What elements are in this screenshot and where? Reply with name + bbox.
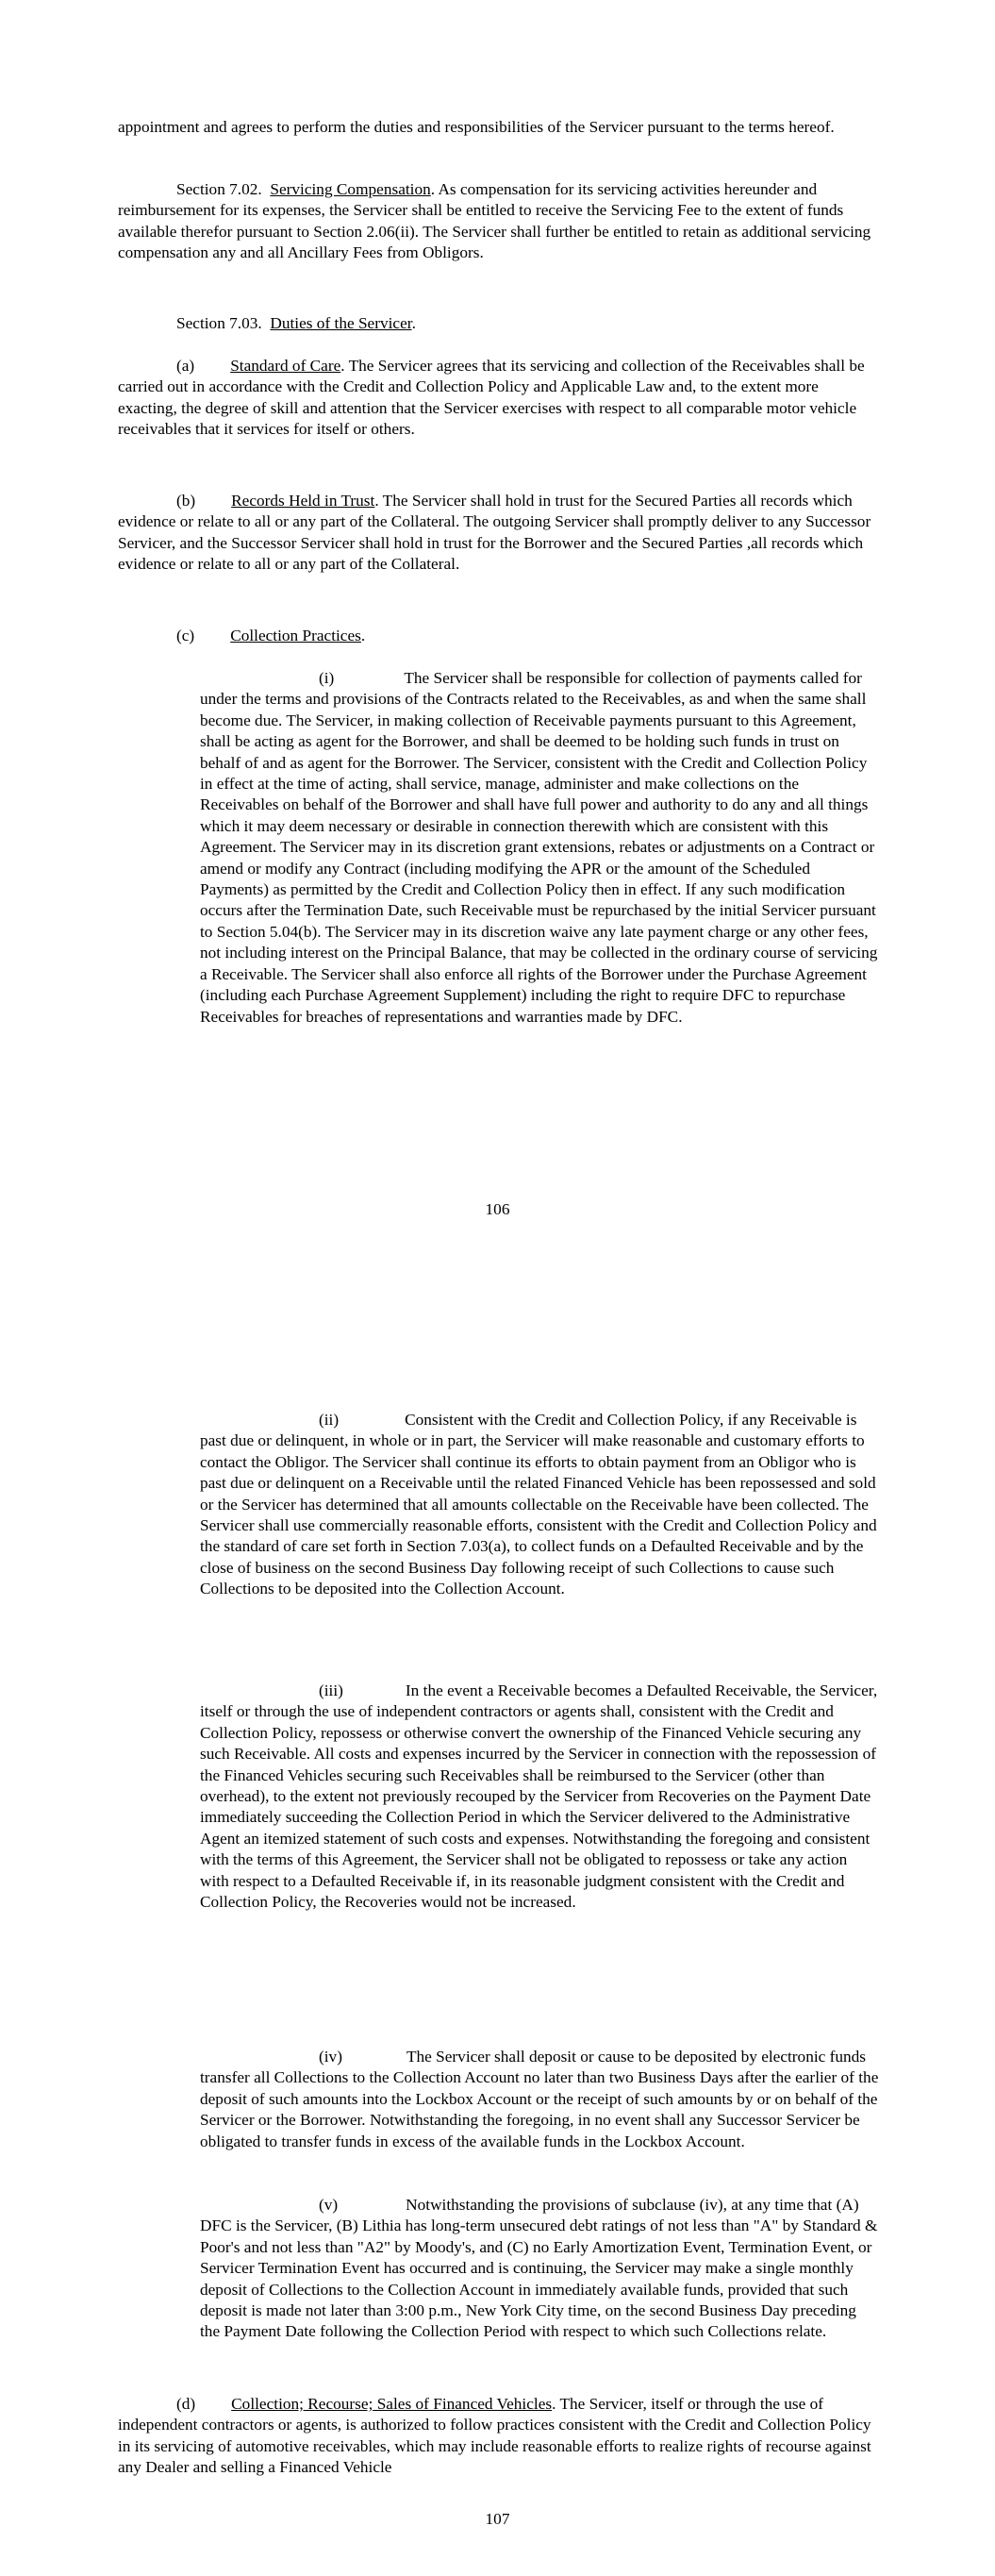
clause-heading: Records Held in Trust: [231, 492, 375, 510]
section-7-03-heading: Section 7.03. Duties of the Servicer.: [176, 314, 416, 332]
page-number-107: 107: [485, 2510, 510, 2528]
subclause-v-paragraph: (v) Notwithstanding the provisions of subclause (iv), at any time that (A) DFC is the Servicer, (B) Lithia has long-term unsecured debt ratings of not less than "A" by Standard & Poor's and not less than "A2" by Moody's, and (C) no Early Amortization Event, Termination Event, or Servicer Termination Event has occurred and is continuing, the Servicer may make a single monthly deposit of Collections to the Collection Account in immediately available funds, provided that such deposit is made not later than 3:00 p.m., New York City time, on the second Business Day preceding the Payment Date following the Collection Period with respect to which such Collections relate.: [200, 2196, 878, 2341]
subclause-label: (ii): [319, 1411, 340, 1429]
subclause-label: (iii): [319, 1681, 343, 1699]
subclause-iii-paragraph: (iii) In the event a Receivable becomes a Defaulted Receivable, the Servicer, itself or through the use of independent contractors or agents shall, consistent with the Credit and Collection Policy, repossess or otherwise convert the ownership of the Financed Vehicle securing any such Receivable. All costs and expenses incurred by the Servicer in connection with the repossession of the Financed Vehicles securing such Receivables shall be reimbursed to the Servicer (other than overhead), to the extent not previously recouped by the Servicer from Recoveries on the Payment Date immediately succeeding the Collection Period in which the Servicer delivered to the Administrative Agent an itemized statement of such costs and expenses. Notwithstanding the foregoing and consistent with the terms of this Agreement, the Servicer shall not be obligated to repossess or take any action with respect to a Defaulted Receivable if, in its reasonable judgment consistent with the Credit and Collection Policy, the Recoveries would not be increased.: [200, 1681, 878, 1912]
section-7-02-paragraph: Section 7.02. Servicing Compensation. As compensation for its servicing activities hereunder and reimbursement for its expenses, the Servicer shall be entitled to receive the Servicing Fee to the extent of funds available therefor pursuant to Section 2.06(ii). The Servicer shall further be entitled to retain as additional servicing compensation any and all Ancillary Fees from Obligors.: [118, 180, 871, 262]
section-heading: Servicing Compensation: [270, 180, 431, 198]
clause-d-paragraph: (d) Collection; Recourse; Sales of Financed Vehicles. The Servicer, itself or through the use of independent contractors or agents, is authorized to follow practices consistent with the Credit and Collection Policy in its servicing of automotive receivables, which may include reasonable efforts to realize rights of recourse against any Dealer and selling a Financed Vehicle: [118, 2395, 871, 2477]
section-number: Section 7.03.: [176, 314, 262, 332]
subclause-iv-paragraph: (iv) The Servicer shall deposit or cause to be deposited by electronic funds transfer all Collections to the Collection Account no later than two Business Days after the earlier of the deposit of such amounts into the Lockbox Account or the receipt of such amounts by or on behalf of the Servicer or the Borrower. Notwithstanding the foregoing, in no event shall any Successor Servicer be obligated to transfer funds in excess of the available funds in the Lockbox Account.: [200, 2048, 879, 2150]
subclause-label: (i): [319, 669, 335, 687]
clause-label: (a): [176, 357, 195, 375]
clause-b-paragraph: (b) Records Held in Trust. The Servicer shall hold in trust for the Secured Parties all records which evidence or relate to all or any part of the Collateral. The outgoing Servicer shall promptly deliver to any Successor Servicer, and the Successor Servicer shall hold in trust for the Borrower and the Secured Parties ,all records which evidence or relate to all or any part of the Collateral.: [118, 492, 871, 574]
section-heading: Duties of the Servicer: [270, 314, 412, 332]
page-number-106: 106: [485, 1200, 510, 1218]
clause-heading: Collection Practices: [230, 627, 361, 644]
clause-label: (c): [176, 627, 195, 644]
subclause-ii-paragraph: (ii) Consistent with the Credit and Collection Policy, if any Receivable is past due or delinquent, in whole or in part, the Servicer will make reasonable and customary efforts to contact the Obligor. The Servicer shall continue its efforts to obtain payment from an Obligor who is past due or delinquent on a Receivable until the related Financed Vehicle has been repossessed and sold or the Servicer has determined that all amounts collectable on the Receivable have been collected. The Servicer shall use commercially reasonable efforts, consistent with the Credit and Collection Policy and the standard of care set forth in Section 7.03(a), to collect funds on a Defaulted Receivable and by the close of business on the second Business Day following receipt of such Collections to cause such Collections to be deposited into the Collection Account.: [200, 1411, 877, 1598]
clause-heading: Standard of Care: [230, 357, 341, 375]
clause-label: (d): [176, 2395, 196, 2413]
subclause-label: (v): [319, 2196, 339, 2214]
section-number: Section 7.02.: [176, 180, 262, 198]
clause-c-heading: (c) Collection Practices.: [176, 627, 366, 644]
clause-heading: Collection; Recourse; Sales of Financed Vehicles: [231, 2395, 553, 2413]
clause-label: (b): [176, 492, 196, 510]
clause-a-paragraph: (a) Standard of Care. The Servicer agrees that its servicing and collection of the Receivables shall be carried out in accordance with the Credit and Collection Policy and Applicable Law and, to the extent more exacting, the degree of skill and attention that the Servicer exercises with respect to all comparable motor vehicle receivables that it services for itself or others.: [118, 357, 865, 439]
intro-paragraph: appointment and agrees to perform the duties and responsibilities of the Servicer pursuant to the terms hereof.: [118, 118, 835, 136]
subclause-label: (iv): [319, 2048, 342, 2066]
subclause-i-paragraph: (i) The Servicer shall be responsible for collection of payments called for under the terms and provisions of the Contracts related to the Receivables, as and when the same shall become due. The Servicer, in making collection of Receivable payments pursuant to this Agreement, shall be acting as agent for the Borrower, and shall be deemed to be holding such funds in trust on behalf of and as agent for the Borrower. The Servicer, consistent with the Credit and Collection Policy in effect at the time of acting, shall service, manage, administer and make collections on the Receivables on behalf of the Borrower and shall have full power and authority to do any and all things which it may deem necessary or desirable in connection therewith which are consistent with this Agreement. The Servicer may in its discretion grant extensions, rebates or adjustments on a Contract or amend or modify any Contract (including modifying the APR or the amount of the Scheduled Payments) as permitted by the Credit and Collection Policy then in effect. If any such modification occurs after the Termination Date, such Receivable must be repurchased by the initial Servicer pursuant to Section 5.04(b). The Servicer may in its discretion waive any late payment charge or any other fees, not including interest on the Principal Balance, that may be collected in the ordinary course of servicing a Receivable. The Servicer shall also enforce all rights of the Borrower under the Purchase Agreement (including each Purchase Agreement Supplement) including the right to require DFC to repurchase Receivables for breaches of representations and warranties made by DFC.: [200, 669, 878, 1026]
